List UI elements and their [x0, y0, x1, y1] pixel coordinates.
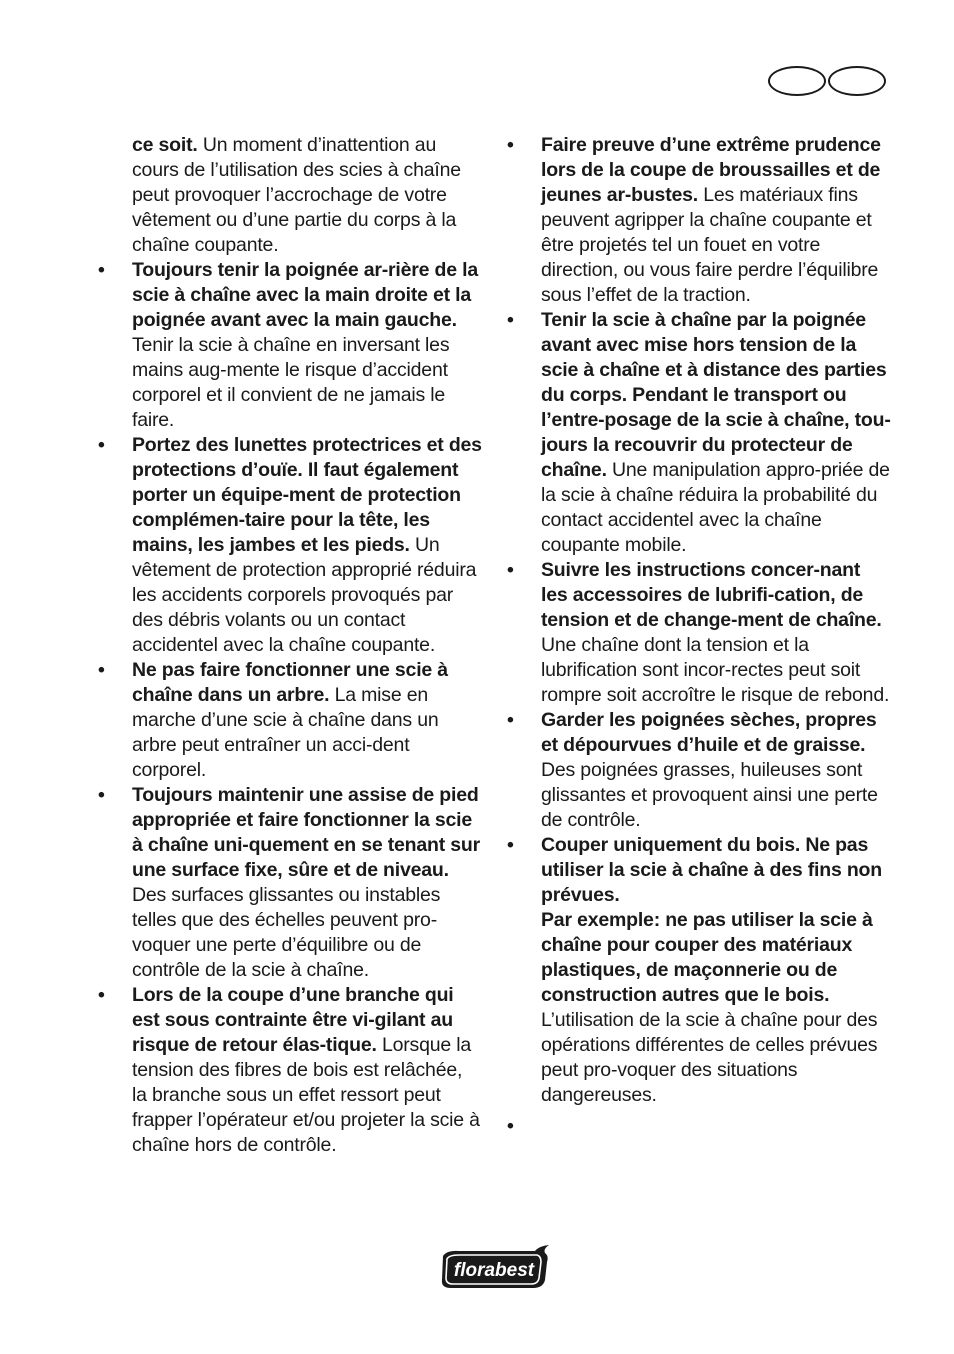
item-bold-text: Tenir la scie à chaîne par la poignée avant avec mise hors tension de la scie à chaîne et à distance des parties du corps. Pendant le transport ou l’entre-posage de la scie à chaîne, tou-jours la recouvrir du protecteur de chaîne.	[541, 309, 891, 481]
bullet: •	[507, 559, 514, 581]
item-body-text: Un moment d’inattention au cours de l’utilisation des scies à chaîne peut provoquer l’accrochage de votre vêtement ou d’une partie du corps à la chaîne coupante.	[132, 134, 461, 256]
list-item	[507, 308, 891, 558]
item-bold-text: Couper uniquement du bois. Ne pas utiliser la scie à chaîne à des fins non prévues.	[541, 834, 882, 906]
item-body-text: Tenir la scie à chaîne en inversant les mains aug-mente le risque d’accident corporel et il convient de ne jamais le faire.	[132, 334, 450, 431]
list-item	[98, 658, 482, 783]
item-body-text: Une chaîne dont la tension et la lubrification sont incor-rectes peut soit rompre soit accroître le risque de rebond.	[541, 634, 890, 706]
item-body-text: La mise en marche d’une scie à chaîne dans un arbre peut entraîner un acci-dent corporel.	[132, 684, 439, 781]
right-column	[507, 133, 891, 1137]
logo-text: florabest	[453, 1260, 535, 1281]
bullet: •	[507, 834, 514, 856]
bullet: •	[98, 259, 105, 281]
list-item	[98, 258, 482, 433]
language-badge-right	[828, 66, 886, 96]
language-badges	[768, 66, 890, 98]
item-bold-text: Ne pas faire fonctionner une scie à chaîne dans un arbre.	[132, 659, 448, 706]
item-body-text: Les matériaux fins peuvent agripper la chaîne coupante et être projetés tel un fouet en votre direction, ou vous faire perdre l’équilibre sous l’effet de la traction.	[541, 184, 879, 306]
item-bold-text: Faire preuve d’une extrême prudence lors de la coupe de broussailles et de jeunes ar-bustes.	[541, 134, 881, 206]
list-item	[507, 558, 891, 708]
bullet: •	[98, 659, 105, 681]
bullet: •	[507, 134, 514, 156]
language-badge-left	[768, 66, 826, 96]
bullet: •	[507, 1115, 514, 1137]
brand-logo	[437, 1244, 553, 1290]
item-bold-text: Portez des lunettes protectrices et des protections d’ouïe. Il faut également porter un équipe-ment de protection complémen-taire pour la tête, les mains, les jambes et les pieds.	[132, 434, 482, 556]
list-item	[507, 833, 891, 1108]
list-item	[507, 133, 891, 308]
item-bold-text: Toujours maintenir une assise de pied appropriée et faire fonctionner la scie à chaîne uni-quement en se tenant sur une surface fixe, sûre et de niveau.	[132, 784, 481, 881]
bullet: •	[98, 434, 105, 456]
bullet: •	[507, 709, 514, 731]
item-bold-text: Toujours tenir la poignée ar-rière de la scie à chaîne avec la main droite et la poignée avant avec la main gauche.	[132, 259, 478, 331]
bullet: •	[507, 309, 514, 331]
list-item	[98, 983, 482, 1158]
item-bold-text-2: Par exemple: ne pas utiliser la scie à chaîne pour couper des matériaux plastiques, de maçonnerie ou de construction autres que le bois.	[541, 909, 873, 1006]
bullet: •	[98, 984, 105, 1006]
item-bold-text: ce soit.	[132, 134, 198, 156]
item-body-text: Une manipulation appro-priée de la scie à chaîne réduira la probabilité du contact accidentel avec la chaîne coupante mobile.	[541, 459, 890, 556]
list-item	[507, 708, 891, 833]
item-body-text: Des surfaces glissantes ou instables telles que des échelles peuvent pro-voquer une perte d’équilibre ou de contrôle de la scie à chaîne.	[132, 884, 441, 981]
list-item	[98, 133, 482, 258]
list-item	[98, 783, 482, 983]
item-bold-text: Suivre les instructions concer-nant les accessoires de lubrifi-cation, de tension et de change-ment de chaîne.	[541, 559, 882, 631]
item-bold-text: Garder les poignées sèches, propres et dépourvues d’huile et de graisse.	[541, 709, 877, 756]
item-bold-text: Lors de la coupe d’une branche qui est sous contrainte être vi-gilant au risque de retour élas-tique.	[132, 984, 454, 1056]
bullet: •	[98, 784, 105, 806]
item-body-text: L’utilisation de la scie à chaîne pour des opérations différentes de celles prévues peut pro-voquer des situations dangereuses.	[541, 1009, 878, 1106]
left-column	[98, 133, 482, 1158]
item-body-text: Des poignées grasses, huileuses sont glissantes et provoquent ainsi une perte de contrôle.	[541, 759, 878, 831]
list-item	[98, 433, 482, 658]
item-body-text: Lorsque la tension des fibres de bois est relâchée, la branche sous un effet ressort peut frapper l’opérateur et/ou projeter la scie à chaîne hors de contrôle.	[132, 1034, 480, 1156]
item-body-text: Un vêtement de protection approprié réduira les accidents corporels provoqués par des débris volants ou un contact accidentel avec la chaîne coupante.	[132, 534, 477, 656]
